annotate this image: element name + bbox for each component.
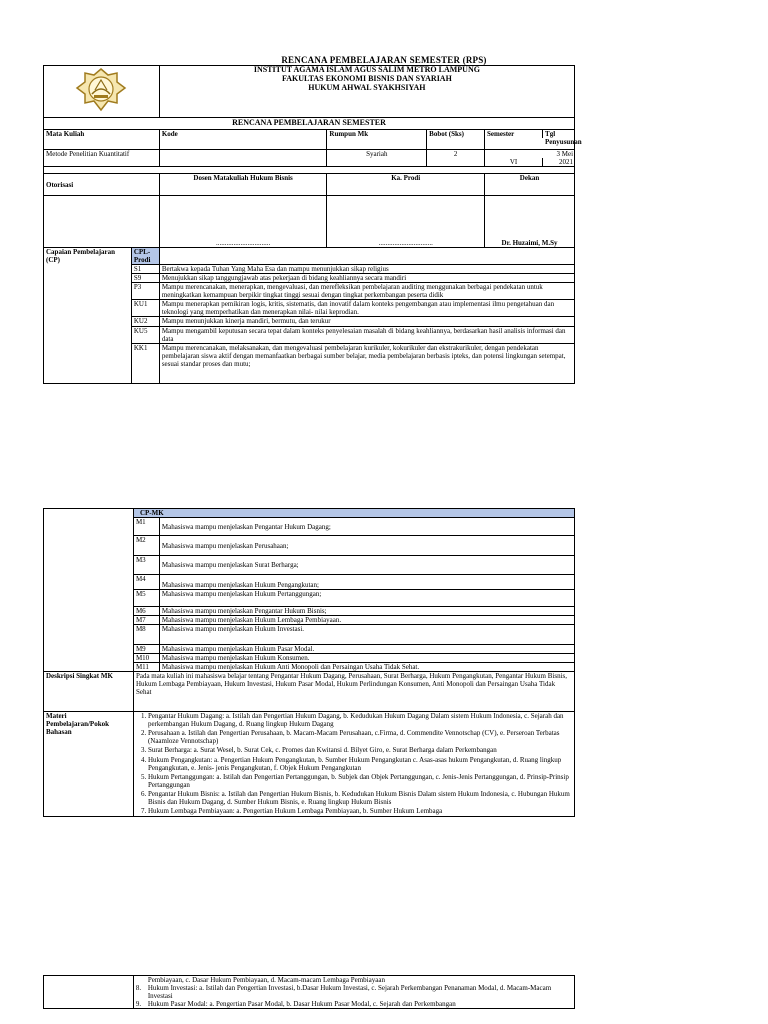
cpl-code: S9 [131, 274, 159, 283]
rps-header-table [43, 65, 582, 384]
cpl-text: Mampu merencanakan, melaksanakan, dan mengevaluasi pembelajaran kurikuler, kokurikuler dan ekstrakurikuler, dengan pendekatan pembelajaran siswa aktif dengan memanfaatkan berbagai sumber belajar, media pembelajaran berbasis ipteks, dan potensi lingkungan setempat, sesuai standar proses dan mutu; [159, 343, 574, 383]
cpmk-label-blank [44, 509, 134, 672]
hdr-bobot: Bobot (Sks) [427, 130, 485, 150]
materi-list-cell [133, 712, 574, 817]
course-name: Metode Penelitian Kuantitatif [44, 150, 160, 167]
cpmk-text: Mahasiswa mampu menjelaskan Perusahaan; [159, 536, 574, 556]
cp-label: Capaian Pembelajaran (CP) [44, 248, 132, 384]
hdr-kode: Kode [159, 130, 327, 150]
otorisasi-label: Otorisasi [44, 174, 160, 196]
cpmk-text: Mahasiswa mampu menjelaskan Hukum Pengangkutan; [159, 575, 574, 590]
cpl-header: CPL-Prodi [131, 248, 159, 265]
cpmk-text: Mahasiswa mampu menjelaskan Surat Berharga; [159, 556, 574, 575]
course-kode [159, 150, 327, 167]
course-semester: VI [485, 158, 543, 166]
course-tgl: 3 Mei 2021 [556, 150, 574, 167]
cpl-code: S1 [131, 265, 159, 274]
cpmk-code: M5 [133, 590, 159, 607]
course-bobot: 2 [427, 150, 485, 167]
kaprodi-label: Ka. Prodi [327, 174, 485, 196]
deskripsi-text: Pada mata kuliah ini mahasiswa belajar tentang Pengantar Hukum Dagang, Perusahaan, Surat Berharga, Hukum Pengangkutan, Pengantar Hukum Bisnis, Hukum Lembaga Pembiayaan, Hukum Investasi, Hukum Pasar Modal, Hukum Perlindungan Konsumen, Anti Monopoli dan Persaingan Usaha Tidak Sehat [133, 672, 574, 712]
cpl-text: Mampu merencanakan, menerapkan, mengevaluasi, dan merefleksikan pembelajaran auditing menggunakan berbagai pendekatan untuk meningkatkan kemampuan berpikir tingkat tinggi sesuai dengan tingkat perkembangan peserta didik [159, 283, 574, 300]
hdr-semester: Semester [485, 130, 543, 138]
faculty-name: FAKULTAS EKONOMI BISNIS DAN SYARIAH [281, 73, 452, 83]
cpl-code: KU5 [131, 326, 159, 343]
institution-name: INSTITUT AGAMA ISLAM AGUS SALIM METRO LAMPUNG [253, 65, 480, 74]
materi-item: 6. Pengantar Hukum Bisnis: a. Istilah dan Pengertian Hukum Bisnis, b. Kedudukan Hukum Bisnis Dalam sistem Hukum Indonesia, c. Hubungan Hukum Bisnis dan Hukum Dagang, d. Sumber Hukum Bisnis, e. Ruang lingkup Hukum Bisnis [148, 790, 572, 806]
dekan-name: Dr. Huzaimi, M.Sy [485, 196, 575, 248]
cpmk-text: Mahasiswa mampu menjelaskan Hukum Pasar Modal. [159, 645, 574, 654]
cpmk-code: M6 [133, 607, 159, 616]
continuation-text: Hukum Investasi: a. Istilah dan Pengertian Investasi, b.Dasar Hukum Investasi, c. Sejarah Perkembangan Penanaman Modal, d. Macam-Macam Investasi [147, 984, 552, 1001]
materi-label: Materi Pembelajaran/Pokok Bahasan [44, 712, 134, 817]
dosen-label: Dosen Matakuliah Hukum Bisnis [159, 174, 327, 196]
institution-block [159, 66, 574, 118]
cpmk-text: Mahasiswa mampu menjelaskan Pengantar Hukum Bisnis; [159, 607, 574, 616]
materi-continuation-table [43, 975, 575, 1009]
course-rumpun: Syariah [327, 150, 427, 167]
logo-cell [44, 66, 160, 118]
continuation-num: 8. [135, 984, 142, 993]
cpl-code: KU1 [131, 300, 159, 317]
materi-item: 5. Hukum Pertanggungan: a. Istilah dan Pengertian Pertanggungan, b. Subjek dan Objek Pertanggungan, c. Jenis-Jenis Pertanggungan, d. Prinsip-Prinsip Pertanggungan [148, 773, 572, 789]
cpl-text: Mampu mengambil keputusan secara tepat dalam konteks penyelesaian masalah di bidang keahliannya, berdasarkan hasil analisis informasi dan data [159, 326, 574, 343]
materi-item: 4. Hukum Pengangkutan: a. Pengertian Hukum Pengangkutan, b. Sumber Hukum Pengangkutan c. Asas-asas hukum Pengangkutan, d. Ruang lingkup Pengangkutan, e. Jenis- jenis Pengangkutan, f. Objek Hukum Pengangkutan [148, 756, 572, 772]
cpl-header-blank [159, 248, 574, 265]
materi-list [136, 712, 572, 815]
cpl-code: KK1 [131, 343, 159, 383]
cpmk-text: Mahasiswa mampu menjelaskan Hukum Lembaga Pembiayaan. [159, 616, 574, 625]
deskripsi-label: Deskripsi Singkat MK [44, 672, 134, 712]
cpmk-code: M1 [133, 518, 159, 536]
cpmk-text: Mahasiswa mampu menjelaskan Hukum Pertanggungan; [159, 590, 574, 607]
hdr-rumpun: Rumpun Mk [327, 130, 427, 150]
cpmk-header-text: CP-MK [139, 509, 164, 517]
cpl-text: Mampu menerapkan pemikiran logis, kritis, sistematis, dan inovatif dalam konteks pengembangan atau implementasi ilmu pengetahuan dan teknologi yang memperhatikan dan menerapkan nilai- nilai keprodian. [159, 300, 574, 317]
continuation-first-line: Pembiayaan, c. Dasar Hukum Pembiayaan, d. Macam-macam Lembaga Pembiayaan [147, 976, 385, 984]
cpmk-text: Mahasiswa mampu menjelaskan Hukum Anti Monopoli dan Persaingan Usaha Tidak Sehat. [159, 663, 574, 672]
cpmk-text: Mahasiswa mampu menjelaskan Hukum Investasi. [159, 625, 574, 645]
cpl-text: Mampu menunjukkan kinerja mandiri, bermutu, dan terukur [159, 317, 574, 326]
cpl-text: Menujukkan sikap tanggungjawab atas pekerjaan di bidang keahliannya secara mandiri [159, 274, 574, 283]
course-semester-tgl [485, 150, 575, 167]
program-name: HUKUM AHWAL SYAKHSIYAH [308, 82, 426, 92]
continuation-item [136, 984, 572, 1000]
cpmk-code: M7 [133, 616, 159, 625]
cpmk-code: M3 [133, 556, 159, 575]
continuation-cell [133, 976, 574, 1009]
hdr-semester-tgl [485, 130, 582, 150]
hdr-mata-kuliah: Mata Kuliah [44, 130, 160, 150]
cpmk-code: M9 [133, 645, 159, 654]
cpmk-code: M2 [133, 536, 159, 556]
cpmk-text: Mahasiswa mampu menjelaskan Hukum Konsumen. [159, 654, 574, 663]
cpmk-code: M11 [133, 663, 159, 672]
institution-logo [70, 66, 132, 114]
continuation-text: Hukum Pasar Modal: a. Pengertian Pasar Modal, b. Dasar Hukum Pasar Modal, c. Sejarah dan Perkembangan [147, 1000, 456, 1009]
cpmk-header [133, 509, 574, 518]
document-title: RENCANA PEMBELAJARAN SEMESTER (RPS) [281, 55, 487, 65]
cpl-code: P3 [131, 283, 159, 300]
cpl-code: KU2 [131, 317, 159, 326]
cpmk-text: Mahasiswa mampu menjelaskan Pengantar Hukum Dagang; [159, 518, 574, 536]
cpmk-code: M10 [133, 654, 159, 663]
cpmk-table [43, 508, 575, 817]
continuation-label-blank [44, 976, 134, 1009]
section-title: RENCANA PEMBELAJARAN SEMESTER [44, 118, 575, 130]
cpmk-code: M4 [133, 575, 159, 590]
hdr-tgl: Tgl Penyusunan [545, 130, 582, 147]
materi-item: 2. Perusahaan a. Istilah dan Pengertian Perusahaan, b. Macam-Macam Perusahaan, c.Firma, d. Commendite Vennotschap (CV), e. Perseroan Terbatas (Naamloze Vennotschap) [148, 729, 572, 745]
otorisasi-blank [44, 196, 160, 248]
continuation-item [136, 1000, 572, 1008]
dekan-label: Dekan [485, 174, 575, 196]
dosen-signature: ............................... [159, 196, 327, 248]
materi-item: 7. Hukum Lembaga Pembiayaan: a. Pengertian Hukum Lembaga Pembiayaan, b. Sumber Hukum Lembaga [148, 807, 572, 815]
cpmk-code: M8 [133, 625, 159, 645]
spacer-row [44, 167, 575, 174]
kaprodi-signature: ............................... [327, 196, 485, 248]
materi-item: 3. Surat Berharga: a. Surat Wesel, b. Surat Cek, c. Promes dan Kwitansi d. Bilyet Giro, e. Surat Berharga dalam Perkembangan [148, 746, 572, 754]
cpl-text: Bertakwa kepada Tuhan Yang Maha Esa dan mampu menunjukkan sikap religius [159, 265, 574, 274]
materi-item: 1. Pengantar Hukum Dagang: a. Istilah dan Pengertian Hukum Dagang, b. Kedudukan Hukum Dagang Dalam sistem Hukum Indonesia, c. Sejarah dan perkembangan Hukum Dagang, d. Ruang lingkup Hukum Dagang [148, 712, 572, 728]
continuation-num: 9. [135, 1000, 142, 1009]
